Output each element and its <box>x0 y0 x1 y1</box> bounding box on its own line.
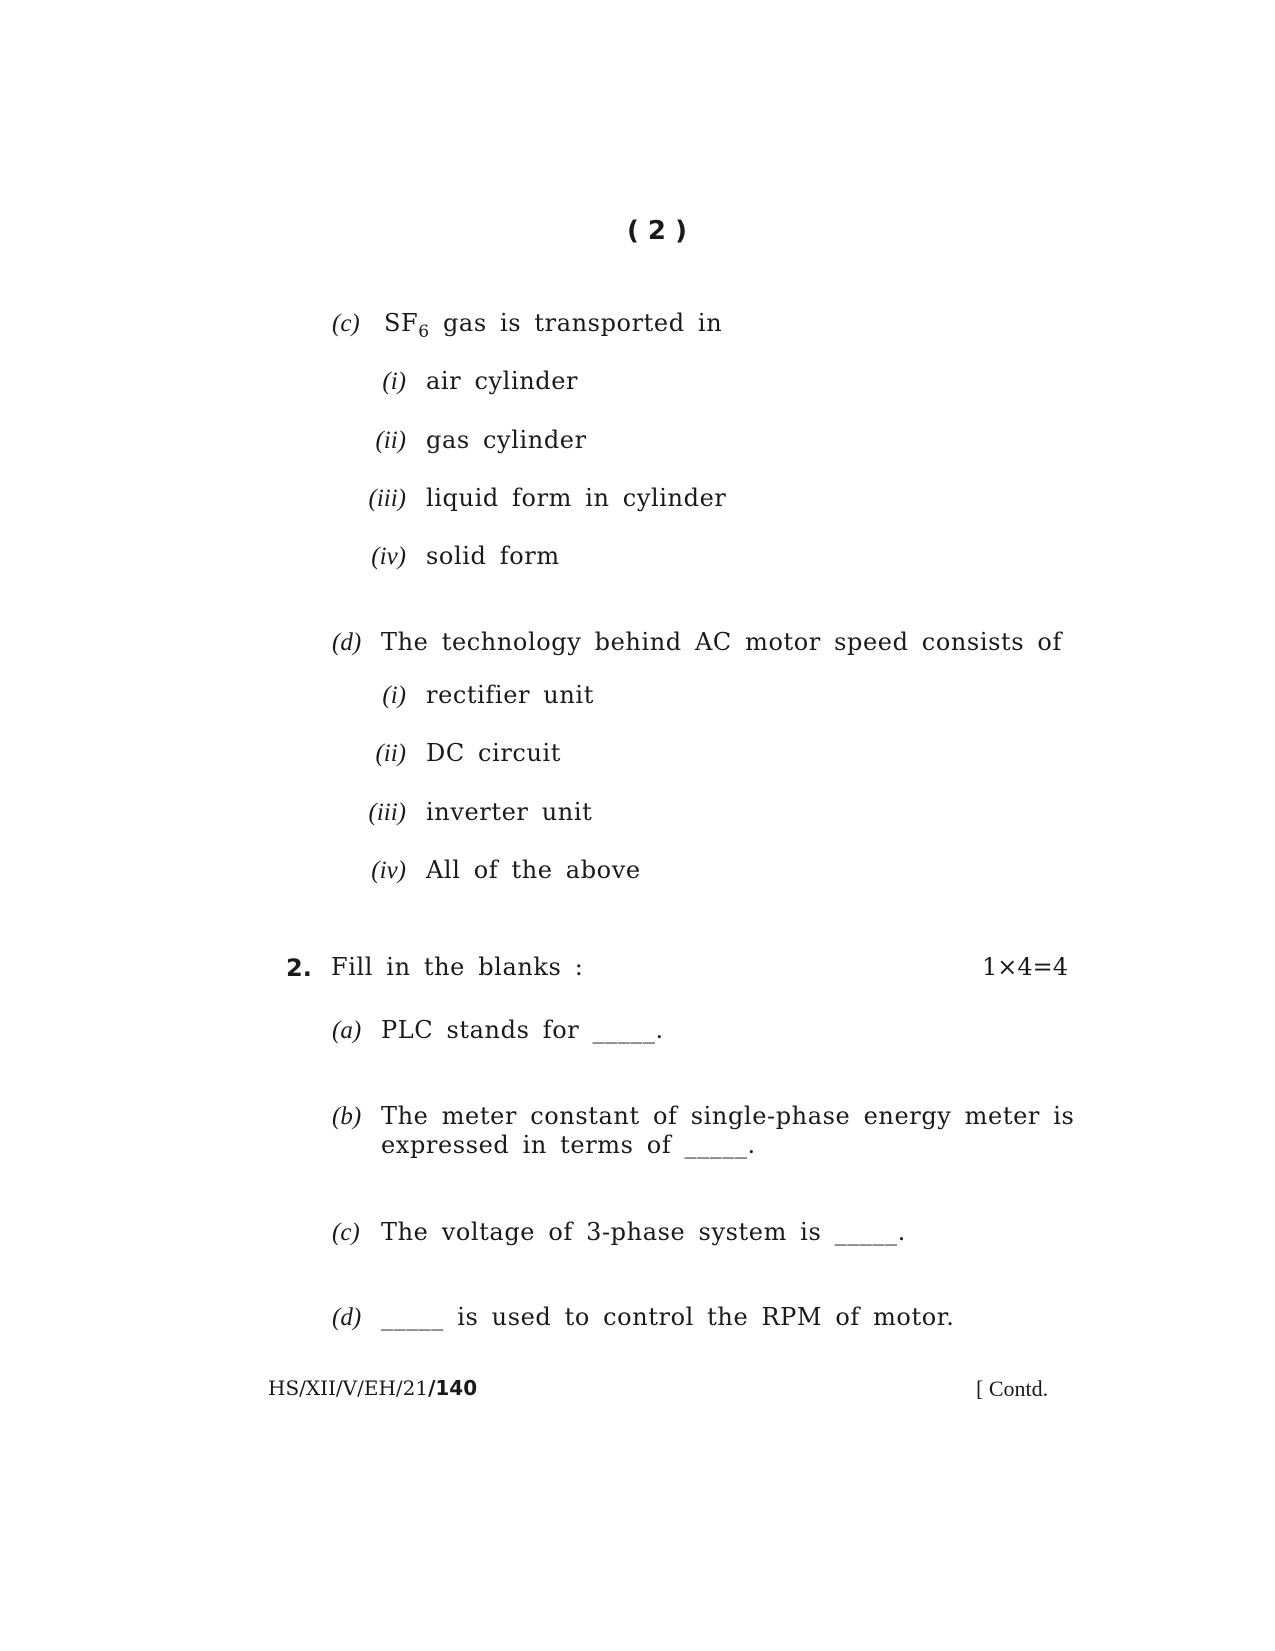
q1c-option-label: (i) <box>382 368 406 395</box>
q1d-option-text: All of the above <box>426 856 641 884</box>
footer-paper-code <box>268 1376 477 1400</box>
q2d-label: (d) <box>332 1304 362 1331</box>
q1d-option-label: (iii) <box>368 799 406 826</box>
q2-title: Fill in the blanks : <box>331 953 584 981</box>
q1c-option-text: solid form <box>426 542 560 570</box>
q2b-text-line1: The meter constant of single-phase energy meter is <box>381 1102 1075 1130</box>
q1d-option-label: (iv) <box>371 857 406 884</box>
q2c-text: The voltage of 3-phase system is _____. <box>381 1218 906 1246</box>
q2c-label: (c) <box>332 1219 360 1246</box>
q1d-option-text: rectifier unit <box>426 681 594 709</box>
footer-contd: [ Contd. <box>976 1376 1049 1401</box>
page-number: ( 2 ) <box>627 216 687 246</box>
q2-marks: 1×4=4 <box>982 953 1069 981</box>
q1c-stem-text: gas is transported in <box>442 309 723 337</box>
q2b-text-line2: expressed in terms of _____. <box>381 1131 756 1159</box>
q1c-option-text: air cylinder <box>426 367 579 395</box>
q1c-option-label: (iii) <box>368 485 406 512</box>
q2-number: 2. <box>286 954 312 982</box>
q1c-option-text: gas cylinder <box>426 426 587 454</box>
q1d-option-label: (i) <box>382 682 406 709</box>
q1d-label: (d) <box>332 629 362 656</box>
q1d-option-label: (ii) <box>375 740 406 767</box>
footer-code-suffix: /140 <box>428 1376 478 1400</box>
footer-code-prefix: HS/XII/V/EH/21 <box>268 1376 429 1400</box>
q1c-stem-formula: SF <box>384 309 419 337</box>
q2a-label: (a) <box>332 1017 362 1044</box>
q2b-label: (b) <box>332 1103 362 1130</box>
q2a-text: PLC stands for _____. <box>381 1016 664 1044</box>
q1d-option-text: DC circuit <box>426 739 562 767</box>
q1c-label: (c) <box>332 310 360 337</box>
q1c-option-label: (iv) <box>371 543 406 570</box>
q1d-option-text: inverter unit <box>426 798 593 826</box>
q1d-stem: The technology behind AC motor speed consists of <box>381 628 1062 656</box>
q2d-text: _____ is used to control the RPM of motor. <box>381 1303 955 1331</box>
q1c-stem <box>384 309 722 342</box>
q1c-stem-subscript: 6 <box>418 322 430 342</box>
q1c-option-text: liquid form in cylinder <box>426 484 727 512</box>
q1c-option-label: (ii) <box>375 427 406 454</box>
